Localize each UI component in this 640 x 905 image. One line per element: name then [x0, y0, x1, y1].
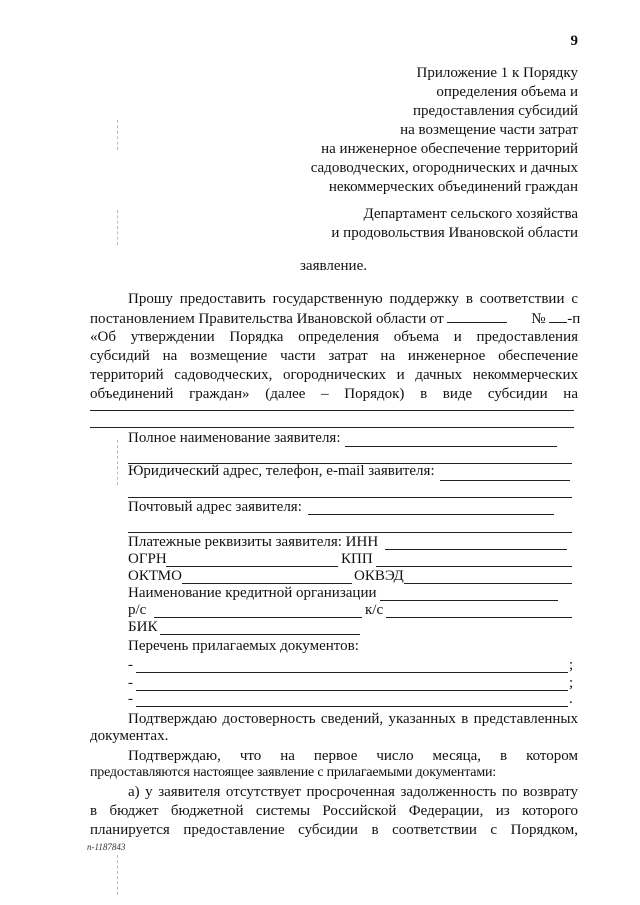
kpp-field[interactable] [376, 566, 572, 567]
postal-address-field[interactable] [308, 514, 554, 515]
decree-number-label: № [531, 311, 546, 327]
page-number: 9 [570, 33, 578, 49]
doc-item-field[interactable] [136, 690, 568, 691]
confirm-line [90, 728, 578, 745]
addressee-line: Департамент сельского хозяйства [363, 206, 578, 222]
ogrn-field[interactable] [166, 566, 338, 567]
document-title: заявление. [300, 258, 367, 274]
documents-list-label: Перечень прилагаемых документов: [128, 638, 359, 654]
full-name-field[interactable] [345, 446, 557, 447]
decree-number-blank [549, 310, 567, 323]
intro-line [90, 367, 578, 384]
bik-field[interactable] [160, 634, 360, 635]
doc-item-semicolon: ; [569, 675, 574, 691]
appendix-line: некоммерческих объединений граждан [328, 179, 578, 195]
postal-address-label: Почтовый адрес заявителя: [128, 499, 302, 515]
intro-text: субсидий на возмещение части затрат на инженерное обеспечение [90, 348, 578, 364]
footer-code: п-1187843 [87, 842, 126, 852]
clause-a-text: планируется предоставление субсидии в соответствии с Порядком, [90, 822, 578, 838]
okved-label: ОКВЭД [354, 568, 404, 584]
confirm-line [90, 765, 578, 781]
corr-account-field[interactable] [386, 617, 572, 618]
kpp-label: КПП [341, 551, 373, 567]
confirm-line [90, 748, 578, 765]
intro-line [90, 329, 578, 346]
oktmo-field[interactable] [182, 583, 352, 584]
clause-a-line [90, 822, 578, 839]
intro-line [90, 348, 578, 365]
appendix-line: садоводческих, огороднических и дачных [310, 160, 578, 176]
corr-account-label: к/с [365, 602, 384, 618]
bik-label: БИК [128, 619, 158, 635]
subsidy-purpose-line [90, 410, 574, 411]
intro-text: Прошу предоставить государственную поддержку в соответствии с [128, 291, 578, 307]
ogrn-label: ОГРН [128, 551, 167, 567]
clause-a-line [90, 803, 578, 820]
appendix-line: предоставления субсидий [412, 103, 578, 119]
full-name-label: Полное наименование заявителя: [128, 430, 341, 446]
doc-item-dash: - [128, 691, 133, 707]
doc-item-field[interactable] [136, 706, 568, 707]
intro-text: «Об утверждении Порядка определения объема и предоставления [90, 329, 578, 345]
confirm-text: документах. [90, 728, 169, 744]
inn-field[interactable] [385, 549, 567, 550]
legal-address-field-2[interactable] [128, 497, 572, 498]
intro-line [90, 310, 581, 328]
legal-address-field[interactable] [440, 480, 570, 481]
margin-mark-form [117, 440, 118, 485]
confirm-text: предоставляются настоящее заявление с прилагаемыми документами: [90, 765, 496, 780]
bank-name-label: Наименование кредитной организации [128, 585, 377, 601]
appendix-line: на инженерное обеспечение территорий [321, 141, 578, 157]
addressee-line: и продовольствия Ивановской области [331, 225, 578, 241]
payment-details-label: Платежные реквизиты заявителя: ИНН [128, 534, 379, 550]
oktmo-label: ОКТМО [128, 568, 182, 584]
confirm-text: Подтверждаю, что на первое число месяца, в котором [128, 748, 578, 764]
clause-a-line [90, 784, 578, 801]
okved-field[interactable] [404, 583, 572, 584]
doc-item-field[interactable] [136, 672, 568, 673]
doc-item-period: . [569, 691, 573, 707]
margin-mark-mid [117, 210, 118, 245]
postal-address-field-2[interactable] [128, 532, 572, 533]
confirm-line [90, 711, 578, 728]
doc-item-dash: - [128, 657, 133, 673]
appendix-line: Приложение 1 к Порядку [416, 65, 578, 81]
intro-text: территорий садоводческих, огороднических и дачных некоммерческих [90, 367, 578, 383]
doc-item-dash: - [128, 675, 133, 691]
margin-mark-top [117, 120, 118, 150]
appendix-line: на возмещение части затрат [400, 122, 578, 138]
bank-name-field[interactable] [380, 600, 558, 601]
intro-text: постановлением Правительства Ивановской области от [90, 311, 444, 327]
margin-mark-bottom [117, 855, 118, 895]
account-label: р/с [128, 602, 147, 618]
intro-line [90, 291, 578, 308]
decree-date-blank [447, 310, 507, 323]
clause-a-text: в бюджет бюджетной системы Российской Федерации, из которого [90, 803, 578, 819]
decree-suffix: -п [567, 311, 581, 327]
subsidy-purpose-line-2 [90, 427, 574, 428]
doc-item-semicolon: ; [569, 657, 574, 673]
clause-a-text: а) у заявителя отсутствует просроченная задолженность по возврату [128, 784, 578, 800]
account-field[interactable] [154, 617, 362, 618]
confirm-text: Подтверждаю достоверность сведений, указанных в представленных [128, 711, 578, 727]
appendix-line: определения объема и [436, 84, 578, 100]
legal-address-label: Юридический адрес, телефон, e-mail заявителя: [128, 463, 435, 479]
intro-text: объединений граждан» (далее – Порядок) в виде субсидии на [90, 386, 578, 402]
intro-line [90, 386, 578, 403]
